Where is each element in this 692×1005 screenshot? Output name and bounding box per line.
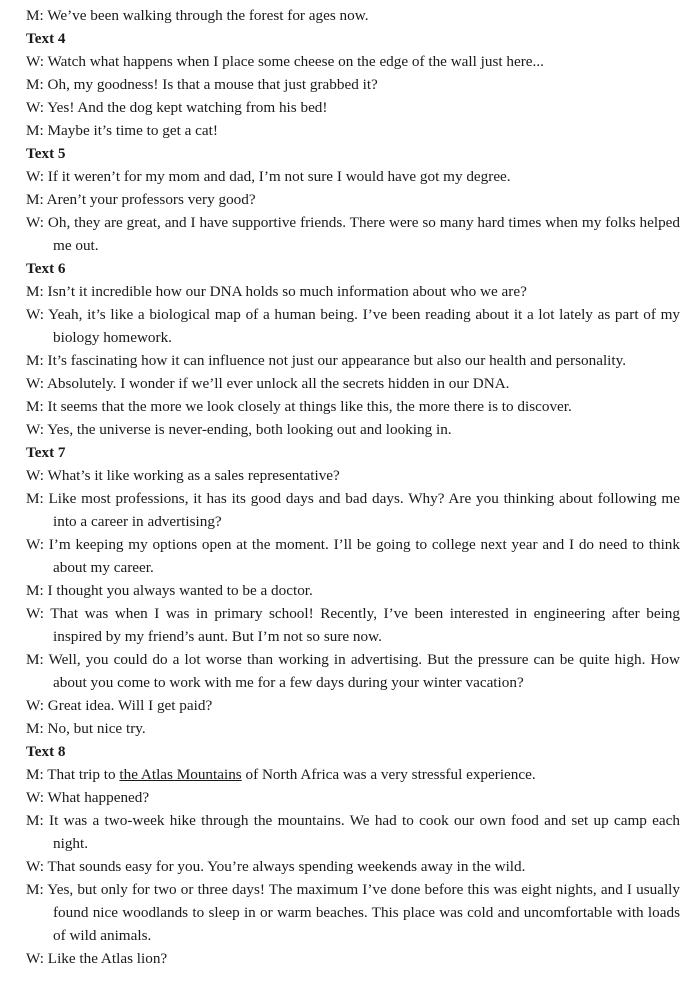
dialogue-line: W: That was when I was in primary school! Recently, I’ve been interested in engineering after being inspired by my friend’s aunt. But I’m not so sure now. <box>26 605 680 645</box>
section-heading-text-8: Text 8 <box>26 743 66 760</box>
underlined-place-name: the Atlas Mountains <box>119 766 242 783</box>
dialogue-line: W: Yes, the universe is never-ending, both looking out and looking in. <box>26 421 452 438</box>
dialogue-line <box>26 763 680 786</box>
dialogue-line: W: Like the Atlas lion? <box>26 950 168 967</box>
dialogue-line: M: Isn’t it incredible how our DNA holds so much information about who we are? <box>26 283 527 300</box>
dialogue-line: W: If it weren’t for my mom and dad, I’m not sure I would have got my degree. <box>26 168 511 185</box>
dialogue-line: M: Oh, my goodness! Is that a mouse that just grabbed it? <box>26 76 378 93</box>
dialogue-line: W: Yes! And the dog kept watching from his bed! <box>26 99 328 116</box>
dialogue-line: W: What happened? <box>26 789 150 806</box>
dialogue-line: W: What’s it like working as a sales representative? <box>26 467 340 484</box>
line-text: of North Africa was a very stressful experience. <box>241 766 536 783</box>
dialogue-line: M: Well, you could do a lot worse than working in advertising. But the pressure can be quite high. How about you come to work with me for a few days during your winter vacation? <box>26 651 680 691</box>
dialogue-line: W: That sounds easy for you. You’re always spending weekends away in the wild. <box>26 858 526 875</box>
dialogue-line: M: We’ve been walking through the forest for ages now. <box>26 7 369 24</box>
dialogue-line: W: Great idea. Will I get paid? <box>26 697 213 714</box>
dialogue-line: W: Yeah, it’s like a biological map of a human being. I’ve been reading about it a lot lately as part of my biology homework. <box>26 306 680 346</box>
section-heading-text-6: Text 6 <box>26 260 66 277</box>
dialogue-line: M: Yes, but only for two or three days! The maximum I’ve done before this was eight nights, and I usually found nice woodlands to sleep in or warm beaches. This place was cold and uncomfortable with loads of wild animals. <box>26 881 680 944</box>
dialogue-line: M: Maybe it’s time to get a cat! <box>26 122 218 139</box>
dialogue-line: M: No, but nice try. <box>26 720 146 737</box>
section-heading-text-7: Text 7 <box>26 444 66 461</box>
dialogue-line: M: Like most professions, it has its good days and bad days. Why? Are you thinking about following me into a career in advertising? <box>26 490 680 530</box>
dialogue-line: M: Aren’t your professors very good? <box>26 191 256 208</box>
dialogue-line: M: It seems that the more we look closely at things like this, the more there is to discover. <box>26 398 572 415</box>
dialogue-line: M: It’s fascinating how it can influence not just our appearance but also our health and personality. <box>26 352 627 369</box>
section-heading-text-5: Text 5 <box>26 145 66 162</box>
dialogue-line: W: Oh, they are great, and I have supportive friends. There were so many hard times when my folks helped me out. <box>26 214 680 254</box>
section-heading-text-4: Text 4 <box>26 30 66 47</box>
dialogue-line: W: I’m keeping my options open at the moment. I’ll be going to college next year and I do need to think about my career. <box>26 536 680 576</box>
dialogue-line: W: Absolutely. I wonder if we’ll ever unlock all the secrets hidden in our DNA. <box>26 375 510 392</box>
dialogue-line: M: It was a two-week hike through the mountains. We had to cook our own food and set up camp each night. <box>26 812 680 852</box>
dialogue-line: M: I thought you always wanted to be a doctor. <box>26 582 313 599</box>
line-text: M: That trip to <box>26 766 120 783</box>
dialogue-line: W: Watch what happens when I place some cheese on the edge of the wall just here... <box>26 53 544 70</box>
